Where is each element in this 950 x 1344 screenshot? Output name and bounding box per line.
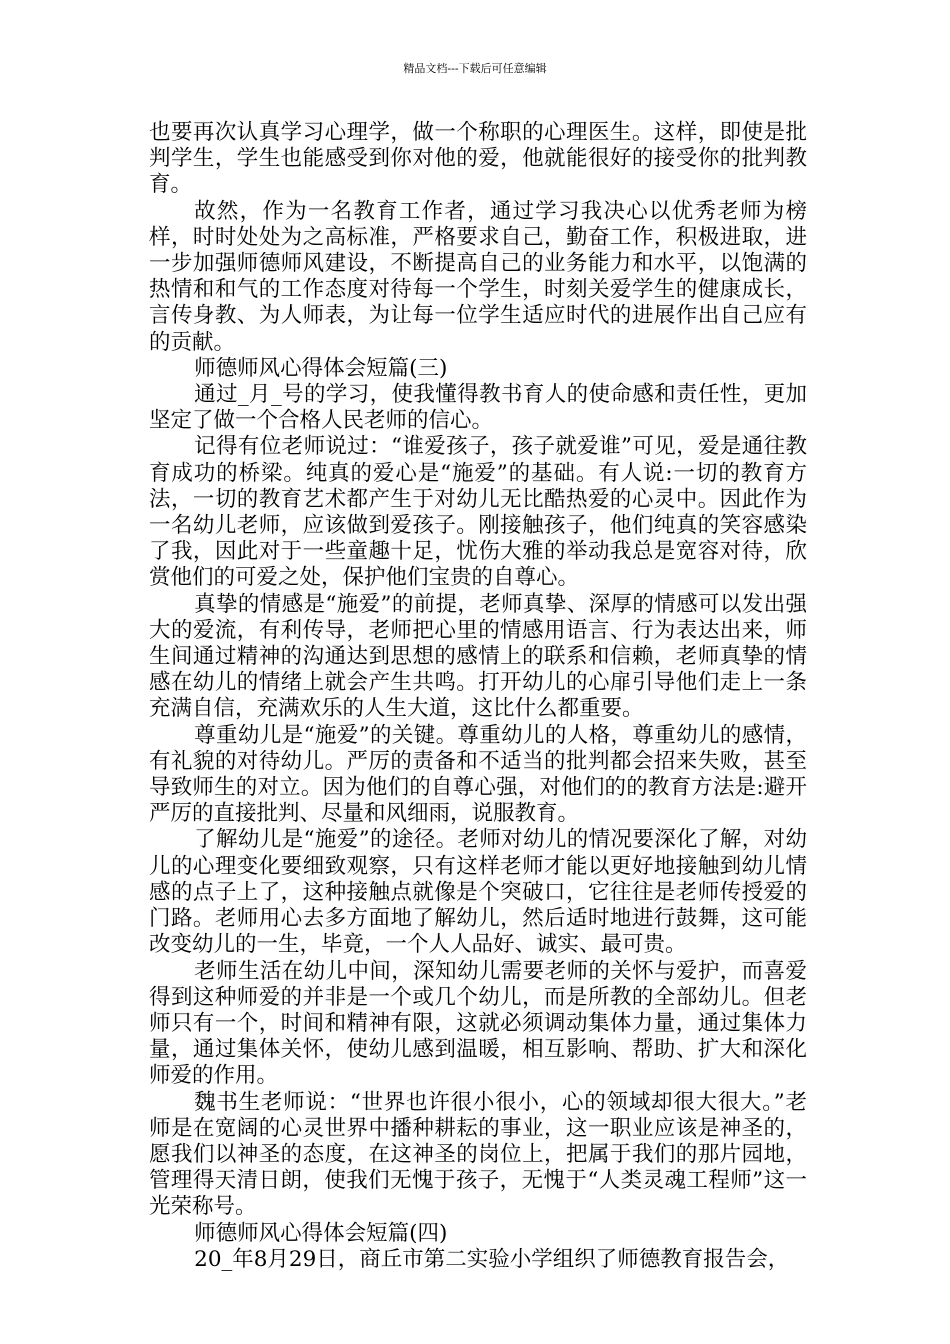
paragraph: 老师生活在幼儿中间，深知幼儿需要老师的关怀与爱护，而喜爱得到这种师爱的并非是一个或几个幼儿，而是所教的全部幼儿。但老师只有一个，时间和精神有限，这就必须调动集体力量，通过集体力量，通过集体关怀，使幼儿感到温暖，相互影响、帮助、扩大和深化师爱的作用。 — [149, 958, 807, 1089]
document-body — [149, 120, 807, 1273]
paragraph: 了解幼儿是“施爱”的途径。老师对幼儿的情况要深化了解，对幼儿的心理变化要细致观察，只有这样老师才能以更好地接触到幼儿情感的点子上了，这种接触点就像是个突破口，它往往是老师传授爱的门路。老师用心去多方面地了解幼儿，然后适时地进行鼓舞，这可能改变幼儿的一生，毕竟，一个人人品好、诚实、最可贵。 — [149, 827, 807, 958]
paragraph: 故然，作为一名教育工作者，通过学习我决心以优秀老师为榜样，时时处处为之高标准，严格要求自己，勤奋工作，积极进取，进一步加强师德师风建设，不断提高自己的业务能力和水平，以饱满的热情和和气的工作态度对待每一个学生，时刻关爱学生的健康成长，言传身教、为人师表，为让每一位学生适应时代的进展作出自己应有的贡献。 — [149, 198, 807, 355]
paragraph: 尊重幼儿是“施爱”的关键。尊重幼儿的人格，尊重幼儿的感情，有礼貌的对待幼儿。严厉的责备和不适当的批判都会招来失败，甚至导致师生的对立。因为他们的自尊心强，对他们的的教育方法是:避开严厉的直接批判、尽量和风细雨，说服教育。 — [149, 722, 807, 827]
paragraph: 真挚的情感是“施爱”的前提，老师真挚、深厚的情感可以发出强大的爱流，有利传导，老师把心里的情感用语言、行为表达出来，师生间通过精神的沟通达到思想的感情上的联系和信赖，老师真挚的情感在幼儿的情绪上就会产生共鸣。打开幼儿的心扉引导他们走上一条充满自信，充满欢乐的人生大道，这比什么都重要。 — [149, 591, 807, 722]
paragraph: 20_年8月29日，商丘市第二实验小学组织了师德教育报告会， — [194, 1246, 790, 1272]
section-heading: 师德师风心得体会短篇(四) — [194, 1220, 448, 1246]
paragraph: 记得有位老师说过：“谁爱孩子，孩子就爱谁”可见，爱是通往教育成功的桥梁。纯真的爱心是“施爱”的基础。有人说:一切的教育方法，一切的教育艺术都产生于对幼儿无比酷热爱的心灵中。因此作为一名幼儿老师，应该做到爱孩子。刚接触孩子，他们纯真的笑容感染了我，因此对于一些童趣十足，忧伤大雅的举动我总是宽容对待，欣赏他们的可爱之处，保护他们宝贵的自尊心。 — [149, 434, 807, 591]
paragraph: 通过_月_号的学习，使我懂得教书育人的使命感和责任性，更加坚定了做一个合格人民老师的信心。 — [149, 382, 807, 434]
section-heading: 师德师风心得体会短篇(三) — [194, 355, 448, 381]
paragraph: 魏书生老师说：“世界也许很小很小，心的领域却很大很大。”老师是在宽阔的心灵世界中播种耕耘的事业，这一职业应该是神圣的，愿我们以神圣的态度，在这神圣的岗位上，把属于我们的那片园地，管理得天清日朗，使我们无愧于孩子，无愧于“人类灵魂工程师”这一光荣称号。 — [149, 1089, 807, 1220]
page-header: 精品文档---下载后可任意编辑 — [403, 62, 547, 75]
paragraph: 也要再次认真学习心理学，做一个称职的心理医生。这样，即使是批判学生，学生也能感受到你对他的爱，他就能很好的接受你的批判教育。 — [149, 120, 807, 198]
